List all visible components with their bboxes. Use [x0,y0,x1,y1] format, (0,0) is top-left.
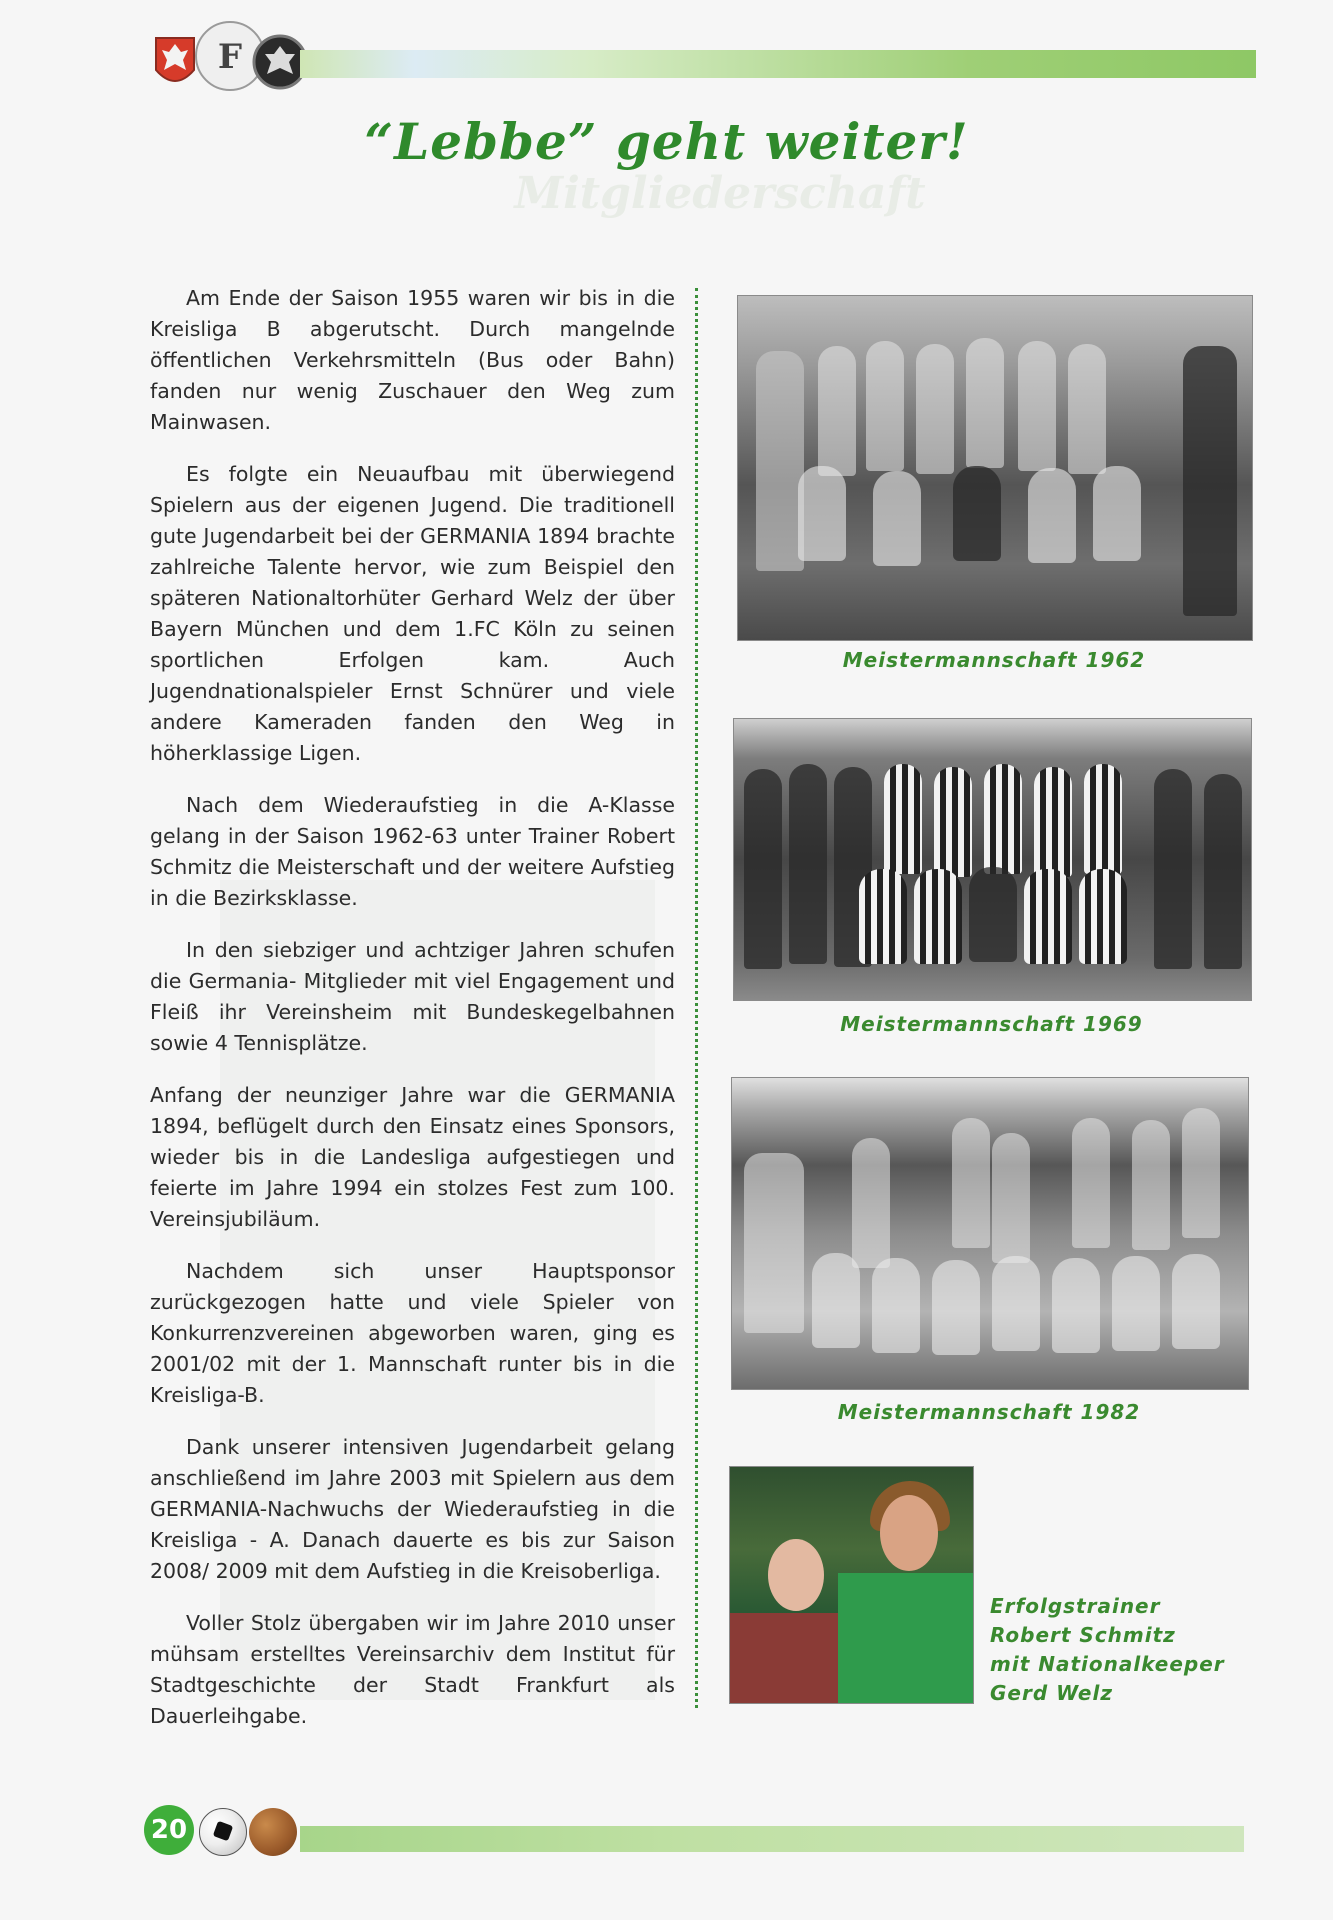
photo-caption [990,1592,1250,1708]
paragraph: Nachdem sich unser Hauptsponsor zurückgezogen hatte und viele Spieler von Konkurrenzvereinen abgeworben waren, ging es 2001/02 mit der 1. Mannschaft runter bis in die Kreisliga-B. [150,1259,675,1407]
column-divider [695,288,698,1708]
caption-line: Erfolgstrainer [990,1594,1161,1618]
leather-ball-icon [249,1808,297,1856]
paragraph: Dank unserer intensiven Jugendarbeit gelang anschließend im Jahre 2003 mit Spielern aus dem GERMANIA-Nachwuchs der Wiederaufstieg in die Kreisliga - A. Danach dauerte es bis zur Saison 2008/ 2009 mit dem Aufstieg in die Kreisoberliga. [150,1435,675,1583]
football-icon [199,1808,247,1856]
page-number-badge: 20 [144,1805,194,1855]
paragraph: Es folgte ein Neuaufbau mit überwiegend Spielern aus der eigenen Jugend. Die traditionell gute Jugendarbeit bei der GERMANIA 1894 brachte zahlreiche Talente hervor, wie zum Beispiel den späteren Nationaltorhüter Gerhard Welz der über Bayern München und dem 1.FC Köln zu seinen sportlichen Erfolgen kam. Auch Jugendnationalspieler Ernst Schnürer und viele andere Kameraden fanden den Weg in höherklassige Ligen. [150,462,675,765]
coach-and-keeper-photo [729,1466,974,1704]
caption-line: Gerd Welz [990,1681,1113,1705]
paragraph: Voller Stolz übergaben wir im Jahre 2010 unser mühsam erstelltes Vereinsarchiv dem Institut für Stadtgeschichte der Stadt Frankfurt als Dauerleihgabe. [150,1611,675,1728]
paragraph: Anfang der neunziger Jahre war die GERMANIA 1894, beflügelt durch den Einsatz eines Sponsors, wieder bis in die Landesliga aufgestiegen und feierte im Jahre 1994 ein stolzes Fest zum 100. Vereinsjubiläum. [150,1083,675,1231]
paragraph: Nach dem Wiederaufstieg in die A-Klasse gelang in der Saison 1962-63 unter Trainer Robert Schmitz die Meisterschaft und der weitere Aufstieg in die Bezirksklasse. [150,793,675,910]
caption-line: Robert Schmitz [990,1623,1176,1647]
header-bar [300,50,1256,78]
paragraph: In den siebziger und achtziger Jahren schufen die Germania- Mitglieder mit viel Engagement und Fleiß ihr Vereinsheim mit Bundeskegelbahnen sowie 4 Tennisplätze. [150,938,675,1055]
photo-caption: Meistermannschaft 1969 [840,1012,1143,1036]
caption-line: mit Nationalkeeper [990,1652,1225,1676]
article-text [150,283,675,1753]
page-title: “Lebbe” geht weiter! [364,112,969,171]
bleed-through-text: Mitgliederschaft [514,168,926,219]
photo-caption: Meistermannschaft 1962 [842,648,1146,672]
team-photo-1969 [733,718,1252,1001]
frankfurt-coat-of-arms-icon [150,18,310,100]
svg-text:F: F [217,37,243,77]
team-photo-1982 [731,1077,1249,1390]
photo-caption: Meistermannschaft 1982 [837,1400,1141,1424]
team-photo-1962 [737,295,1253,641]
footer-bar [300,1826,1244,1852]
club-logos [150,18,310,100]
paragraph: Am Ende der Saison 1955 waren wir bis in die Kreisliga B abgerutscht. Durch mangelnde öffentlichen Verkehrsmitteln (Bus oder Bahn) fanden nur wenig Zuschauer den Weg zum Mainwasen. [150,286,675,434]
